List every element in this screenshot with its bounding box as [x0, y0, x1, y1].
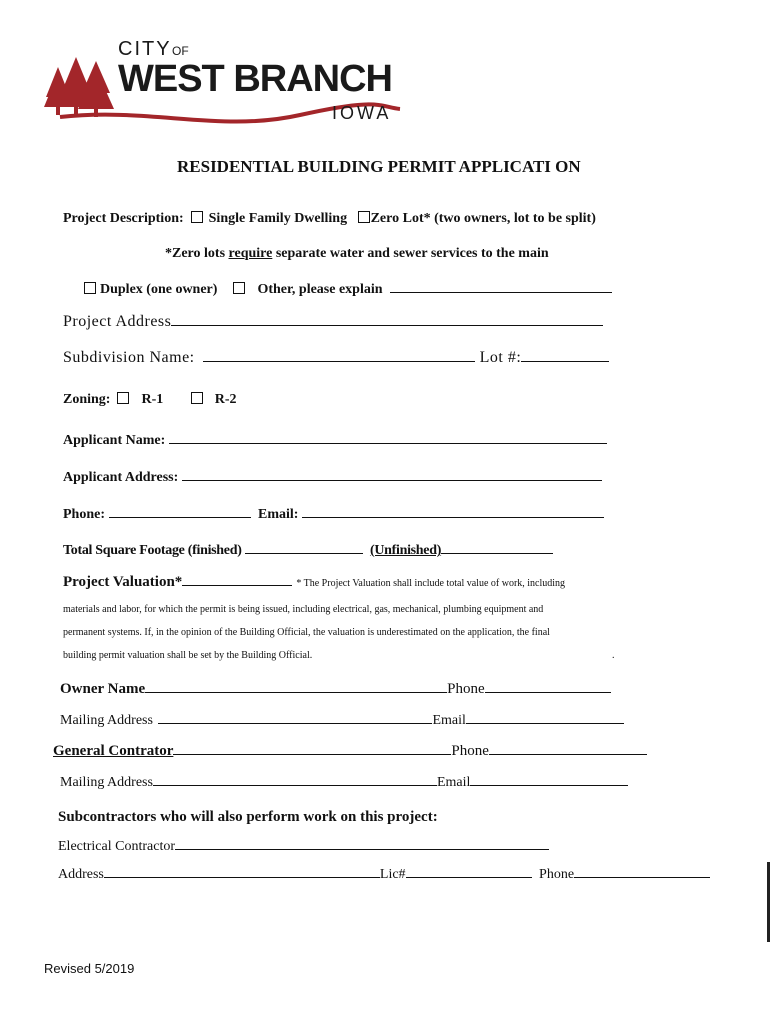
duplex-other-row [84, 280, 612, 298]
project-address-label: Project Address [63, 313, 172, 330]
zoning-label: Zoning: [63, 392, 111, 407]
gc-email-field[interactable] [470, 773, 628, 786]
zoning-row [63, 392, 237, 408]
applicant-address-label: Applicant Address: [63, 470, 179, 485]
valuation-label: Project Valuation* [63, 574, 183, 590]
subdivision-field[interactable] [203, 349, 475, 362]
zero-lot-checkbox[interactable] [358, 211, 370, 223]
square-footage-row [63, 541, 553, 559]
gc-label: General Contrator [53, 743, 174, 759]
valuation-note-3: permanent systems. If, in the opinion of the Building Official, the valuation is underestimated on the application, the final [63, 627, 550, 638]
form-title: RESIDENTIAL BUILDING PERMIT APPLICATI ON [177, 157, 581, 176]
owner-phone-field[interactable] [485, 680, 611, 693]
applicant-address-row [63, 468, 602, 486]
gc-mailing-field[interactable] [153, 773, 437, 786]
subcontractors-heading: Subcontractors who will also perform work on this project: [58, 809, 438, 825]
gc-row [53, 742, 647, 760]
other-label: Other, please explain [257, 282, 383, 297]
sub-phone-field[interactable] [574, 865, 710, 878]
valuation-field[interactable] [182, 573, 292, 586]
owner-name-row [60, 680, 611, 698]
electrical-row [58, 837, 549, 855]
applicant-name-label: Applicant Name: [63, 433, 166, 448]
owner-email-label: Email [432, 713, 466, 728]
zero-lot-note-pre: *Zero lots [165, 246, 229, 261]
gc-mailing-row [60, 773, 628, 791]
owner-mailing-row [60, 711, 624, 729]
applicant-name-field[interactable] [169, 431, 607, 444]
single-family-checkbox[interactable] [191, 211, 203, 223]
valuation-note-4: building permit valuation shall be set by the Building Official. [63, 650, 313, 661]
valuation-note-2: materials and labor, for which the permit is being issued, including electrical, gas, mechanical, plumbing equipment and [63, 604, 544, 615]
other-explain-field[interactable] [390, 280, 612, 293]
project-address-field[interactable] [171, 313, 603, 326]
gc-phone-field[interactable] [489, 742, 647, 755]
phone-email-row [63, 505, 604, 523]
valuation-note-1: * The Project Valuation shall include total value of work, including [296, 578, 566, 589]
logo-city-text: CITY [118, 38, 172, 60]
gc-phone-label: Phone [451, 743, 489, 759]
subdivision-row [63, 349, 609, 367]
project-description-label: Project Description: [63, 211, 184, 226]
revised-date: Revised 5/2019 [44, 961, 135, 976]
zoning-r2-label: R-2 [214, 392, 237, 407]
zero-lot-label: Zero Lot* (two owners, lot to be split) [370, 211, 596, 226]
duplex-checkbox[interactable] [84, 282, 96, 294]
owner-mailing-label: Mailing Address [60, 713, 153, 728]
owner-name-label: Owner Name [60, 681, 146, 697]
sub-phone-label: Phone [539, 867, 575, 882]
address-label: Address [58, 867, 104, 882]
project-address-row [63, 313, 603, 331]
email-label: Email: [258, 507, 299, 522]
electrical-field[interactable] [175, 837, 549, 850]
zero-lot-note-post: separate water and sewer services to the main [272, 246, 549, 261]
tree-icon [44, 57, 114, 117]
sqft-unfinished-label: (Unfinished) [369, 543, 442, 558]
gc-email-label: Email [436, 775, 471, 790]
lot-label: Lot #: [479, 349, 522, 366]
gc-field[interactable] [173, 742, 451, 755]
zoning-r1-label: R-1 [141, 392, 164, 407]
sub-address-row [58, 865, 710, 883]
zero-lot-note-require: require [228, 246, 273, 261]
owner-phone-label: Phone [447, 681, 485, 697]
lot-field[interactable] [521, 349, 609, 362]
lic-label: Lic# [379, 867, 406, 882]
sqft-finished-field[interactable] [245, 541, 363, 554]
address-field[interactable] [104, 865, 380, 878]
zero-lot-note [165, 246, 549, 262]
applicant-address-field[interactable] [182, 468, 602, 481]
logo-name-text: WEST BRANCH [118, 58, 392, 100]
applicant-name-row [63, 431, 607, 449]
valuation-row [63, 573, 565, 591]
zoning-r2-checkbox[interactable] [191, 392, 203, 404]
project-description-row [63, 211, 596, 227]
single-family-label: Single Family Dwelling [208, 211, 348, 226]
phone-field[interactable] [109, 505, 251, 518]
phone-label: Phone: [63, 507, 105, 522]
lic-field[interactable] [406, 865, 532, 878]
logo-of-text: OF [172, 44, 189, 58]
logo-state-text: IOWA [332, 103, 392, 123]
other-checkbox[interactable] [233, 282, 245, 294]
subdivision-label: Subdivision Name: [63, 349, 195, 366]
owner-name-field[interactable] [145, 680, 447, 693]
sqft-finished-label: Total Square Footage (finished) [63, 543, 242, 558]
owner-email-field[interactable] [466, 711, 624, 724]
owner-mailing-field[interactable] [158, 711, 432, 724]
sqft-unfinished-field[interactable] [441, 541, 553, 554]
stray-dot: . [612, 650, 615, 661]
gc-mailing-label: Mailing Address [60, 775, 153, 790]
electrical-label: Electrical Contractor [58, 839, 175, 854]
duplex-label: Duplex (one owner) [100, 282, 218, 297]
zoning-r1-checkbox[interactable] [117, 392, 129, 404]
city-logo [40, 35, 420, 130]
email-field[interactable] [302, 505, 604, 518]
